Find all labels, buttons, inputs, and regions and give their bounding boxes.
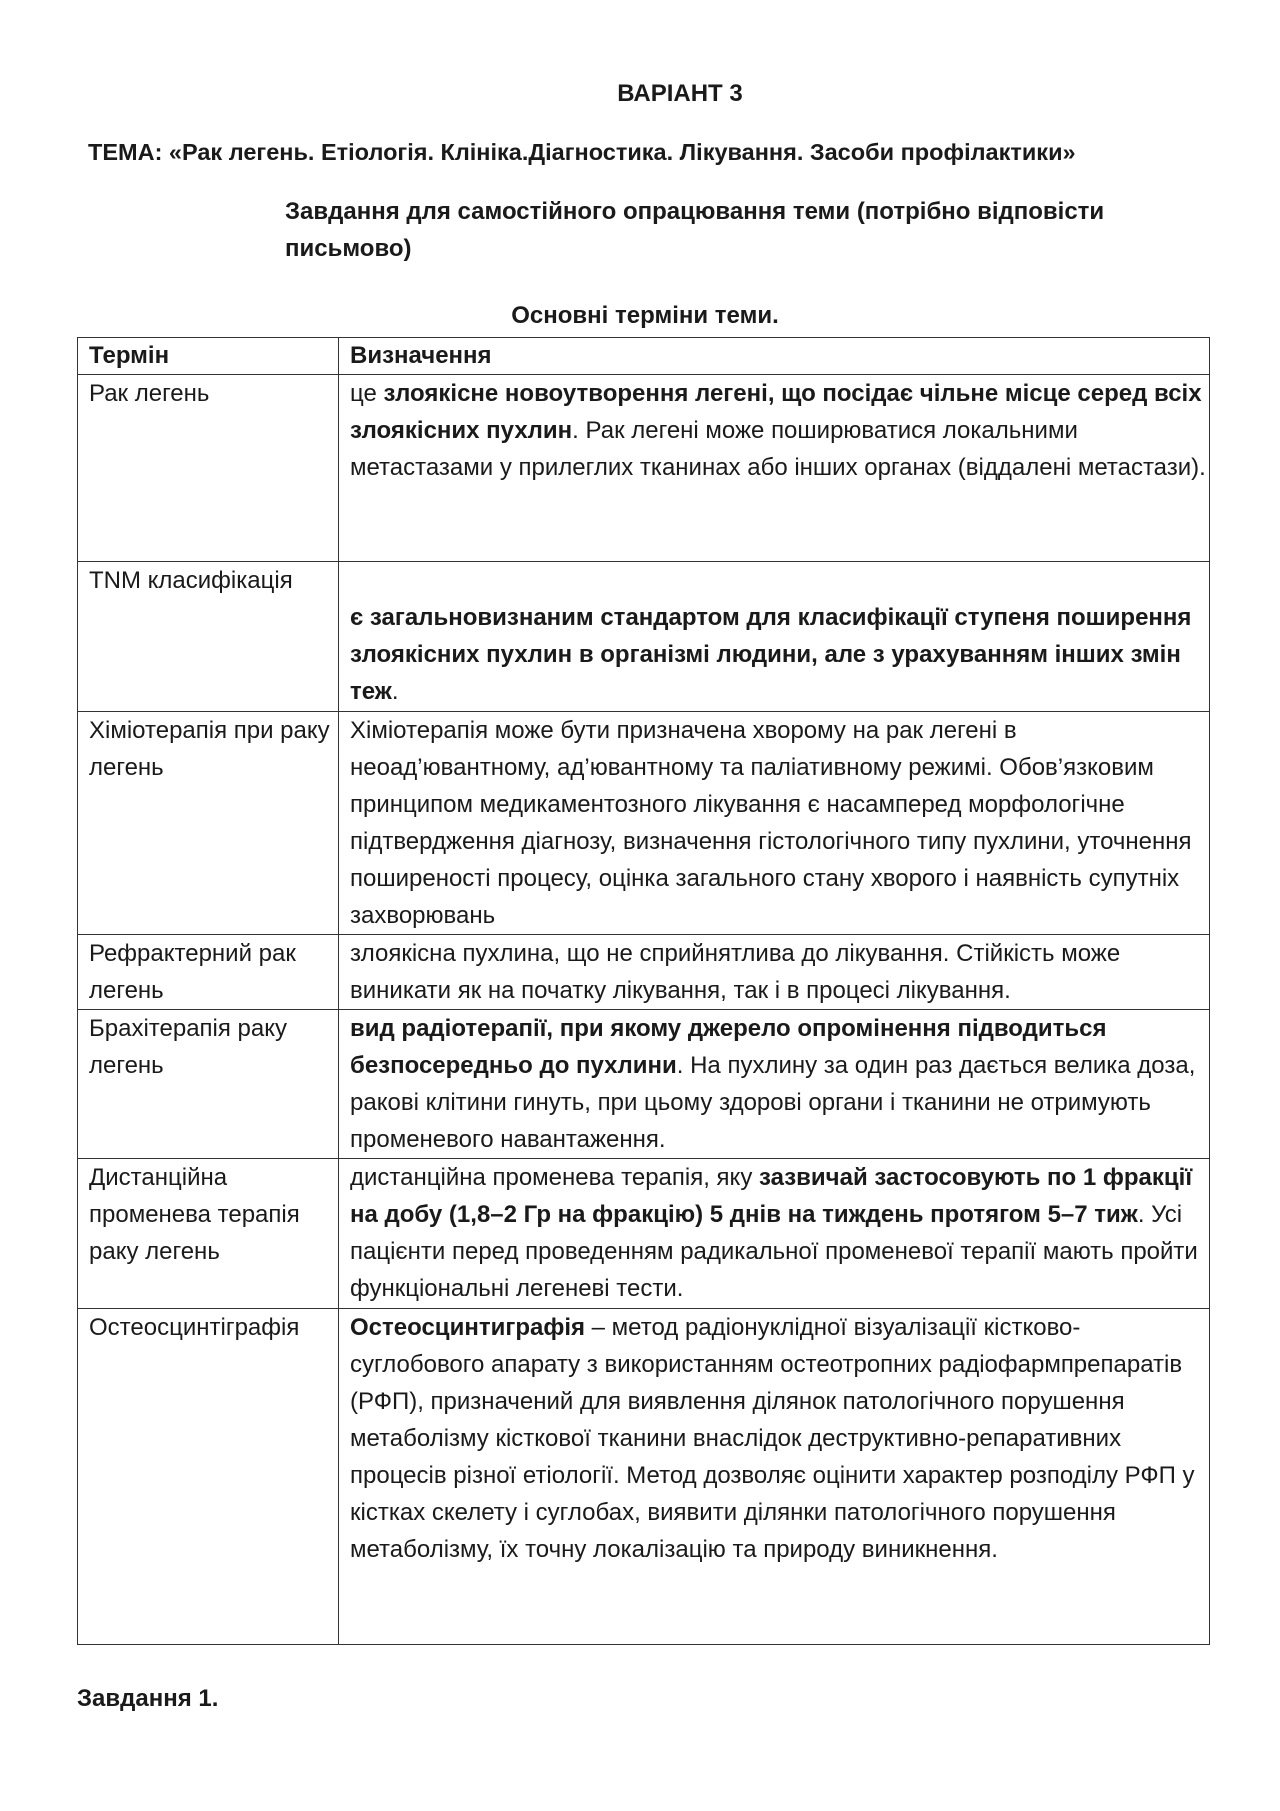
table-row xyxy=(78,375,1210,562)
table-row xyxy=(78,712,1210,935)
column-header-term: Термін xyxy=(78,338,339,375)
table-row xyxy=(78,935,1210,1010)
terms-heading: Основні терміни теми. xyxy=(511,302,779,329)
table-row xyxy=(78,1159,1210,1309)
term-cell: TNM класифікація xyxy=(78,562,339,712)
definition-cell: Хіміотерапія може бути призначена хворому на рак легені в неоад’ювантному, ад’ювантному та паліативному режимі. Обов’язковим принципом медикаментозного лікування є насамперед морфологічне підтвердження діагнозу, визначення гістологічного типу пухлини, уточнення поширеності процесу, оцінка загального стану хворого і наявність супутніх захворювань xyxy=(339,712,1210,935)
task-1-heading: Завдання 1. xyxy=(77,1685,219,1712)
definition-cell: вид радіотерапії, при якому джерело опромінення підводиться безпосередньо до пухлини. На пухлину за один раз дається велика доза, ракові клітини гинуть, при цьому здорові органи і тканини не отримують променевого навантаження. xyxy=(339,1010,1210,1159)
definition-cell: дистанційна променева терапія, яку зазвичай застосовують по 1 фракції на добу (1,8–2 Гр на фракцію) 5 днів на тиждень протягом 5–7 тиж. Усі пацієнти перед проведенням радикальної променевої терапії мають пройти функціональні легеневі тести. xyxy=(339,1159,1210,1309)
topic-title: ТЕМА: «Рак легень. Етіологія. Клініка.Діагностика. Лікування. Засоби профілактики» xyxy=(88,139,1076,165)
term-cell: Хіміотерапія при раку легень xyxy=(78,712,339,935)
term-cell: Рак легень xyxy=(78,375,339,562)
definition-cell: Остеосцинтиграфія – метод радіонуклідної візуалізації кістково-суглобового апарату з використанням остеотропних радіофармпрепаратів (РФП), призначений для виявлення ділянок патологічного порушення метаболізму кісткової тканини внаслідок деструктивно-репаративних процесів різної етіології. Метод дозволяє оцінити характер розподілу РФП у кістках скелету і суглобах, виявити ділянки патологічного порушення метаболізму, їх точну локалізацію та природу виникнення. xyxy=(339,1309,1210,1645)
task-intro: Завдання для самостійного опрацювання теми (потрібно відповісти письмово) xyxy=(285,198,1105,262)
terms-table xyxy=(77,337,1210,1645)
column-header-definition: Визначення xyxy=(339,338,1210,375)
table-row xyxy=(78,1309,1210,1645)
term-cell: Остеосцинтіграфія xyxy=(78,1309,339,1645)
term-cell: Брахітерапія раку легень xyxy=(78,1010,339,1159)
term-cell: Дистанційна променева терапія раку легень xyxy=(78,1159,339,1309)
table-header-row xyxy=(78,338,1210,375)
term-cell: Рефрактерний рак легень xyxy=(78,935,339,1010)
table-row xyxy=(78,1010,1210,1159)
variant-title: ВАРІАНТ 3 xyxy=(617,80,743,107)
definition-cell: це злоякісне новоутворення легені, що посідає чільне місце серед всіх злоякісних пухлин. Рак легені може поширюватися локальними метастазами у прилеглих тканинах або інших органах (віддалені метастази). xyxy=(339,375,1210,562)
definition-cell: злоякісна пухлина, що не сприйнятлива до лікування. Стійкість може виникати як на початку лікування, так і в процесі лікування. xyxy=(339,935,1210,1010)
definition-cell: є загальновизнаним стандартом для класифікації ступеня поширення злоякісних пухлин в організмі людини, але з урахуванням інших змін теж. xyxy=(339,562,1210,712)
table-row xyxy=(78,562,1210,712)
